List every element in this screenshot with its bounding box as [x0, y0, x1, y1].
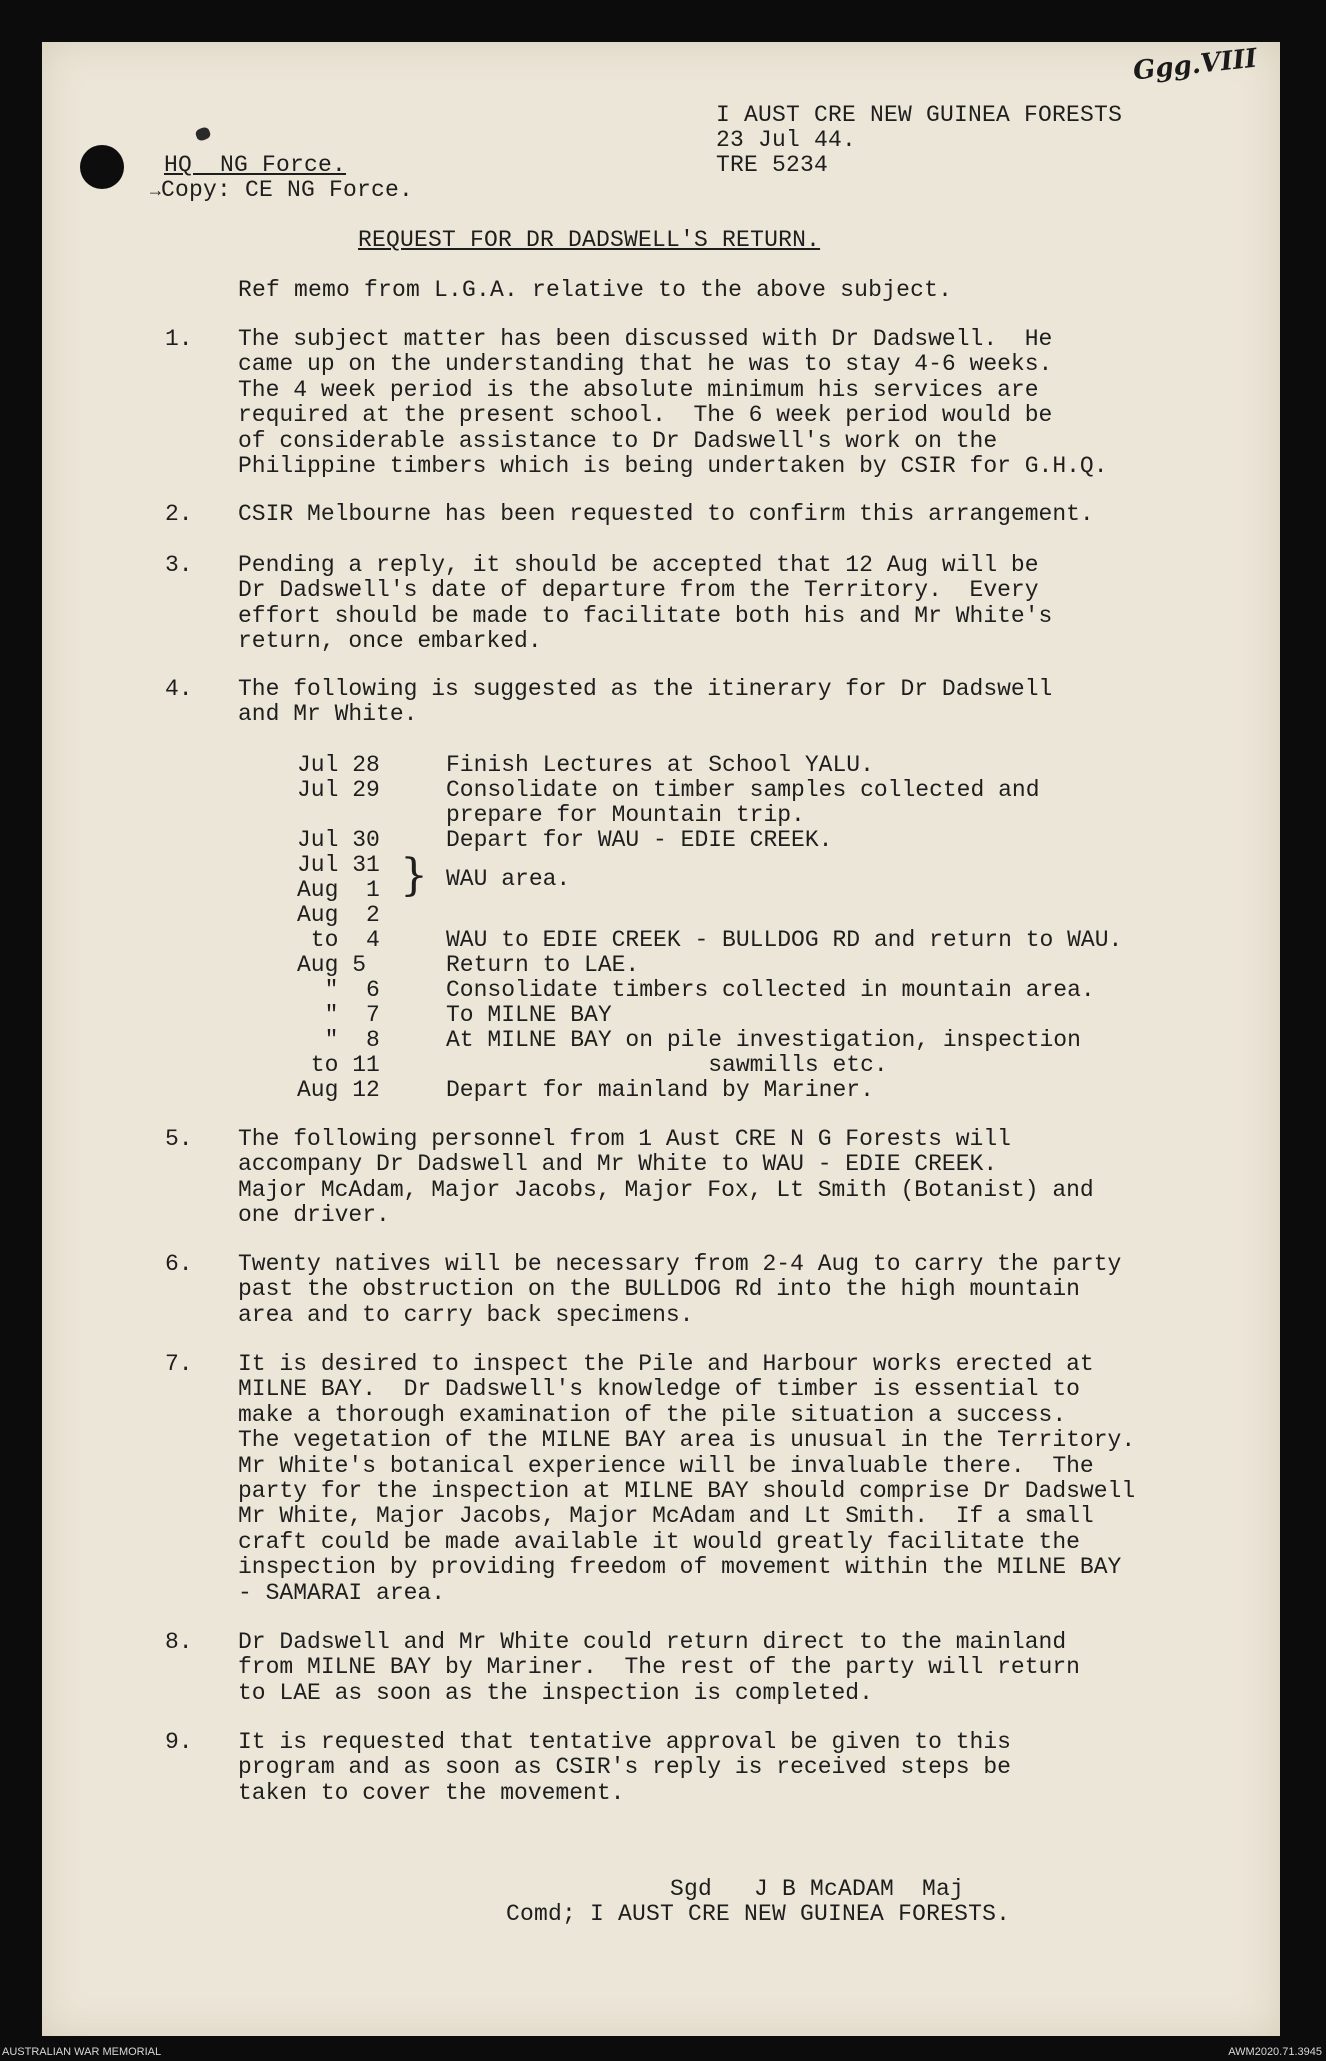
itinerary-activity: prepare for Mountain trip. — [446, 802, 805, 828]
paragraph-line: party for the inspection at MILNE BAY should comprise Dr Dadswell — [238, 1478, 1136, 1505]
paragraph-line: The following personnel from 1 Aust CRE N G Forests will — [238, 1126, 1011, 1152]
paragraph-number: 9. — [165, 1729, 193, 1755]
paragraph-number: 4. — [165, 676, 193, 702]
paragraph-line: came up on the understanding that he was to stay 4-6 weeks. — [238, 351, 1053, 378]
itinerary-activity: Return to LAE. — [446, 952, 640, 978]
paragraph-line: inspection by providing freedom of movement within the MILNE BAY — [238, 1554, 1122, 1581]
punch-hole — [80, 145, 124, 189]
itinerary-activity: Finish Lectures at School YALU. — [446, 752, 874, 778]
paragraph-text — [238, 1630, 1080, 1706]
paragraph-number: 7. — [165, 1351, 193, 1377]
paragraph-number: 8. — [165, 1629, 193, 1655]
itinerary-activity: WAU to EDIE CREEK - BULLDOG RD and return to WAU. — [446, 927, 1123, 953]
paragraph-text — [238, 1252, 1121, 1328]
paragraph-line: make a thorough examination of the pile situation a success. — [238, 1401, 1067, 1428]
copy-to: →Copy: CE NG Force. — [150, 177, 414, 203]
itinerary-activity: Depart for WAU - EDIE CREEK. — [446, 827, 833, 853]
paragraph-line: return, once embarked. — [238, 628, 542, 655]
paragraph-line: The vegetation of the MILNE BAY area is unusual in the Territory. — [238, 1427, 1136, 1454]
itinerary-activity: At MILNE BAY on pile investigation, inspection — [446, 1027, 1081, 1053]
itinerary-date: Jul 30 — [297, 827, 380, 853]
paragraph-number: 2. — [165, 501, 193, 527]
itinerary-date: Aug 1 — [297, 877, 380, 903]
paragraph-line: Mr White, Major Jacobs, Major McAdam and Lt Smith. If a small — [238, 1503, 1094, 1530]
memo-date: 23 Jul 44. — [716, 127, 857, 153]
paragraph-line: craft could be made available it would greatly facilitate the — [238, 1528, 1080, 1555]
itinerary-date: to 11 — [297, 1052, 380, 1078]
paragraph-text — [238, 502, 1094, 527]
itinerary-date: Aug 12 — [297, 1077, 380, 1103]
paragraph-line: program and as soon as CSIR's reply is received steps be — [238, 1754, 1011, 1781]
paragraph-line: CSIR Melbourne has been requested to confirm this arrangement. — [238, 501, 1094, 527]
paragraph-line: The subject matter has been discussed with Dr Dadswell. He — [238, 326, 1053, 352]
paragraph-line: It is desired to inspect the Pile and Harbour works erected at — [238, 1351, 1094, 1377]
itinerary-date: to 4 — [297, 927, 380, 953]
paragraph-line: from MILNE BAY by Mariner. The rest of the party will return — [238, 1654, 1080, 1681]
itinerary-date: " 7 — [297, 1002, 380, 1028]
signature-line: Sgd J B McADAM Maj — [670, 1876, 965, 1902]
itinerary-date: Aug 2 — [297, 902, 380, 928]
sender-unit: I AUST CRE NEW GUINEA FORESTS — [716, 102, 1123, 128]
itinerary-date: " 8 — [297, 1027, 380, 1053]
paragraph-line: required at the present school. The 6 week period would be — [238, 402, 1053, 429]
paragraph-number: 5. — [165, 1126, 193, 1152]
paragraph-line: past the obstruction on the BULLDOG Rd into the high mountain — [238, 1276, 1080, 1303]
addressee: HQ NG Force. — [164, 152, 347, 178]
paragraph-text — [238, 1352, 1135, 1606]
itinerary-date: Jul 29 — [297, 777, 380, 803]
paragraph-line: - SAMARAI area. — [238, 1579, 446, 1606]
itinerary-activity: WAU area. — [446, 866, 571, 892]
paragraph-line: The following is suggested as the itinerary for Dr Dadswell — [238, 676, 1053, 702]
itinerary-activity: To MILNE BAY — [446, 1002, 612, 1028]
paragraph-line: Dr Dadswell and Mr White could return direct to the mainland — [238, 1629, 1067, 1655]
paragraph-line: Mr White's botanical experience will be invaluable there. The — [238, 1452, 1094, 1479]
paragraph-text — [238, 677, 1052, 728]
paragraph-line: MILNE BAY. Dr Dadswell's knowledge of timber is essential to — [238, 1376, 1080, 1403]
itinerary-activity: sawmills etc. — [446, 1052, 888, 1078]
footer-source: AUSTRALIAN WAR MEMORIAL — [2, 2046, 162, 2058]
paragraph-line: to LAE as soon as the inspection is completed. — [238, 1679, 873, 1706]
paragraph-line: taken to cover the movement. — [238, 1779, 625, 1806]
paragraph-line: Major McAdam, Major Jacobs, Major Fox, Lt Smith (Botanist) and — [238, 1176, 1094, 1203]
paragraph-line: Twenty natives will be necessary from 2-4 Aug to carry the party — [238, 1251, 1122, 1277]
paragraph-line: and Mr White. — [238, 701, 418, 728]
paragraph-line: of considerable assistance to Dr Dadswell's work on the — [238, 427, 998, 454]
paragraph-text — [238, 327, 1108, 479]
paragraph-number: 1. — [165, 326, 193, 352]
paragraph-text — [238, 1127, 1094, 1229]
paragraph-line: area and to carry back specimens. — [238, 1301, 694, 1328]
itinerary-date: Aug 5 — [297, 952, 367, 978]
itinerary-date: Jul 28 — [297, 752, 380, 778]
itinerary-activity: Consolidate timbers collected in mountain area. — [446, 977, 1095, 1003]
paragraph-text — [238, 553, 1052, 655]
paragraph-line: The 4 week period is the absolute minimum his services are — [238, 376, 1039, 403]
paragraph-line: one driver. — [238, 1202, 390, 1229]
footer-accession-number: AWM2020.71.3945 — [1228, 2046, 1322, 2058]
paragraph-number: 3. — [165, 552, 193, 578]
paragraph-line: effort should be made to facilitate both his and Mr White's — [238, 602, 1053, 629]
itinerary-date: Jul 31 — [297, 852, 380, 878]
brace-symbol: } — [400, 850, 428, 901]
itinerary-activity: Consolidate on timber samples collected and — [446, 777, 1040, 803]
paragraph-line: Philippine timbers which is being undertaken by CSIR for G.H.Q. — [238, 453, 1108, 480]
paragraph-line: Dr Dadswell's date of departure from the Territory. Every — [238, 577, 1039, 604]
signatory-title: Comd; I AUST CRE NEW GUINEA FORESTS. — [506, 1901, 1011, 1927]
paragraph-text — [238, 1730, 1011, 1806]
itinerary-activity: Depart for mainland by Mariner. — [446, 1077, 874, 1103]
memo-reference: TRE 5234 — [716, 152, 829, 178]
reference-memo-line: Ref memo from L.G.A. relative to the above subject. — [238, 277, 953, 303]
paragraph-line: accompany Dr Dadswell and Mr White to WAU - EDIE CREEK. — [238, 1151, 998, 1178]
paragraph-line: Pending a reply, it should be accepted that 12 Aug will be — [238, 552, 1039, 578]
handwritten-annotation: Ggg.VIII — [1131, 43, 1259, 87]
paragraph-number: 6. — [165, 1251, 193, 1277]
itinerary-date: " 6 — [297, 977, 380, 1003]
document-title: REQUEST FOR DR DADSWELL'S RETURN. — [358, 227, 821, 253]
paragraph-line: It is requested that tentative approval be given to this — [238, 1729, 1011, 1755]
